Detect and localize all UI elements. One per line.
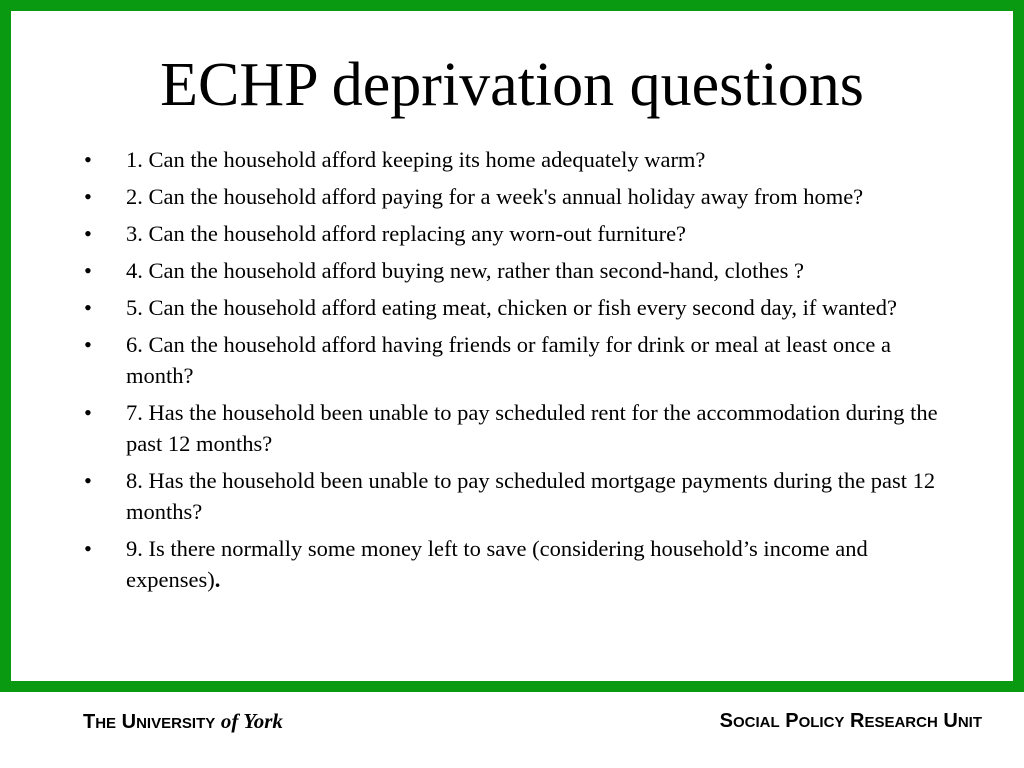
list-item xyxy=(84,465,944,527)
bullet-icon: • xyxy=(84,400,92,425)
question-text: 6. Can the household afford having friends or family for drink or meal at least once a month? xyxy=(126,332,891,388)
footer-letter: T xyxy=(83,711,96,733)
list-item xyxy=(84,533,944,595)
list-item xyxy=(84,292,944,323)
footer-letter: S xyxy=(719,710,734,732)
question-text-tail: . xyxy=(214,567,221,592)
question-text: 3. Can the household afford replacing any worn-out furniture? xyxy=(126,221,687,246)
footer-letters: ESEARCH xyxy=(864,714,938,731)
bullet-icon: • xyxy=(84,295,92,320)
bullet-icon: • xyxy=(84,258,92,283)
list-item xyxy=(84,218,944,249)
bullet-icon: • xyxy=(84,184,92,209)
footer-letters: OLICY xyxy=(798,714,845,731)
question-text: 1. Can the household afford keeping its home adequately warm? xyxy=(126,147,706,172)
question-text: 5. Can the household afford eating meat, chicken or fish every second day, if wanted? xyxy=(126,295,897,320)
question-text: 4. Can the household afford buying new, rather than second-hand, clothes ? xyxy=(126,258,804,283)
footer-of-york: of York xyxy=(220,709,283,733)
footer-letters: NIT xyxy=(957,714,982,731)
list-item xyxy=(84,255,944,286)
question-text: 2. Can the household afford paying for a week's annual holiday away from home? xyxy=(126,184,864,209)
footer-letters: OCIAL xyxy=(733,714,780,731)
bullet-icon: • xyxy=(84,147,92,172)
footer-university xyxy=(83,706,283,739)
footer-letters: HE xyxy=(95,715,117,732)
footer-letter: P xyxy=(785,710,799,732)
bullet-icon: • xyxy=(84,536,92,561)
bullet-icon: • xyxy=(84,332,92,357)
list-item xyxy=(84,397,944,459)
footer-letter: U xyxy=(943,710,958,732)
slide-title: ECHP deprivation questions xyxy=(160,51,864,119)
bullet-icon: • xyxy=(84,468,92,493)
bullet-icon: • xyxy=(84,221,92,246)
footer-letter: R xyxy=(850,710,865,732)
question-text: 9. Is there normally some money left to save (considering household’s income and expenses) xyxy=(126,536,868,592)
list-item xyxy=(84,329,944,391)
footer-letter: U xyxy=(121,711,137,733)
list-item xyxy=(84,181,944,212)
footer-unit xyxy=(720,706,982,738)
question-list xyxy=(84,144,944,601)
footer-letters: NIVERSITY xyxy=(136,715,216,732)
question-text: 8. Has the household been unable to pay scheduled mortgage payments during the past 12 months? xyxy=(126,468,936,524)
question-text: 7. Has the household been unable to pay scheduled rent for the accommodation during the past 12 months? xyxy=(126,400,938,456)
list-item xyxy=(84,144,944,175)
